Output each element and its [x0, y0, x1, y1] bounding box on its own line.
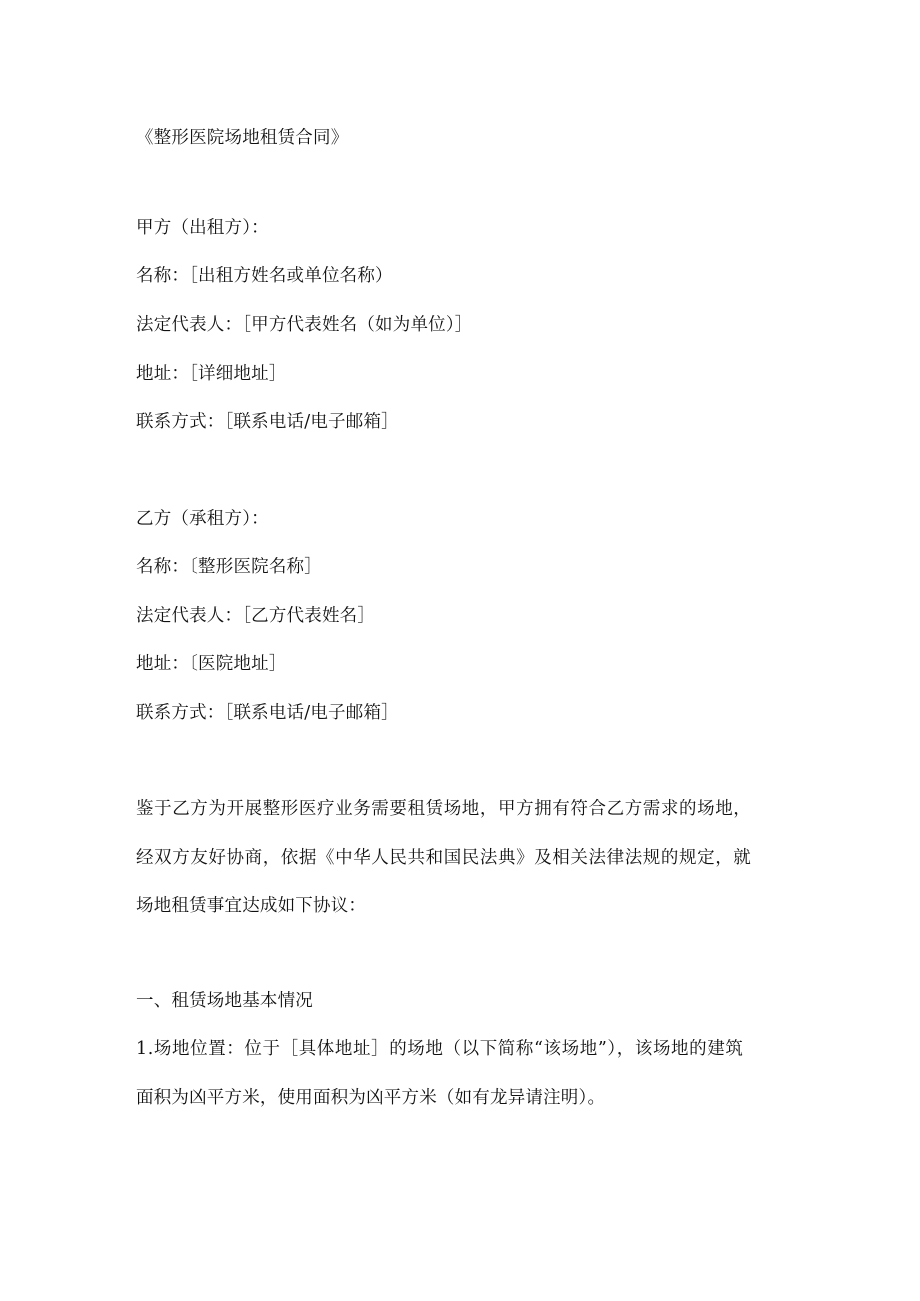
preamble-line: 场地租赁事宜达成如下协议： — [136, 896, 367, 916]
party-b-name: 名称：〔整形医院名称］ — [136, 557, 322, 577]
party-b-heading: 乙方（承租方）： — [136, 509, 269, 529]
preamble-line: 经双方友好协商，依据《中华人民共和国民法典》及相关法律法规的规定，就 — [136, 848, 752, 868]
clause-line: 面积为凶平方米，使用面积为凶平方米（如有龙异请注明）。 — [136, 1088, 606, 1108]
party-a-contact: 联系方式：［联系电话/电子邮箱］ — [136, 412, 399, 432]
party-a-representative: 法定代表人：［甲方代表姓名（如为单位）］ — [136, 315, 473, 335]
contract-title: 《整形医院场地租赁合同》 — [136, 128, 349, 148]
party-a-heading: 甲方（出租方）： — [136, 218, 269, 238]
party-b-contact: 联系方式：［联系电话/电子邮箱］ — [136, 703, 399, 723]
clause-line: 1.场地位置：位于［具体地址］的场地（以下简称“该场地”），该场地的建筑 — [136, 1039, 744, 1059]
section-heading: 一、租赁场地基本情况 — [136, 991, 313, 1011]
party-b-address: 地址：〔医院地址］ — [136, 654, 287, 674]
preamble-line: 鉴于乙方为开展整形医疗业务需要租赁场地，甲方拥有符合乙方需求的场地， — [136, 799, 752, 819]
party-a-address: 地址：［详细地址］ — [136, 364, 287, 384]
party-a-name: 名称：［出租方姓名或单位名称） — [136, 266, 393, 286]
party-b-representative: 法定代表人：［乙方代表姓名］ — [136, 606, 376, 626]
